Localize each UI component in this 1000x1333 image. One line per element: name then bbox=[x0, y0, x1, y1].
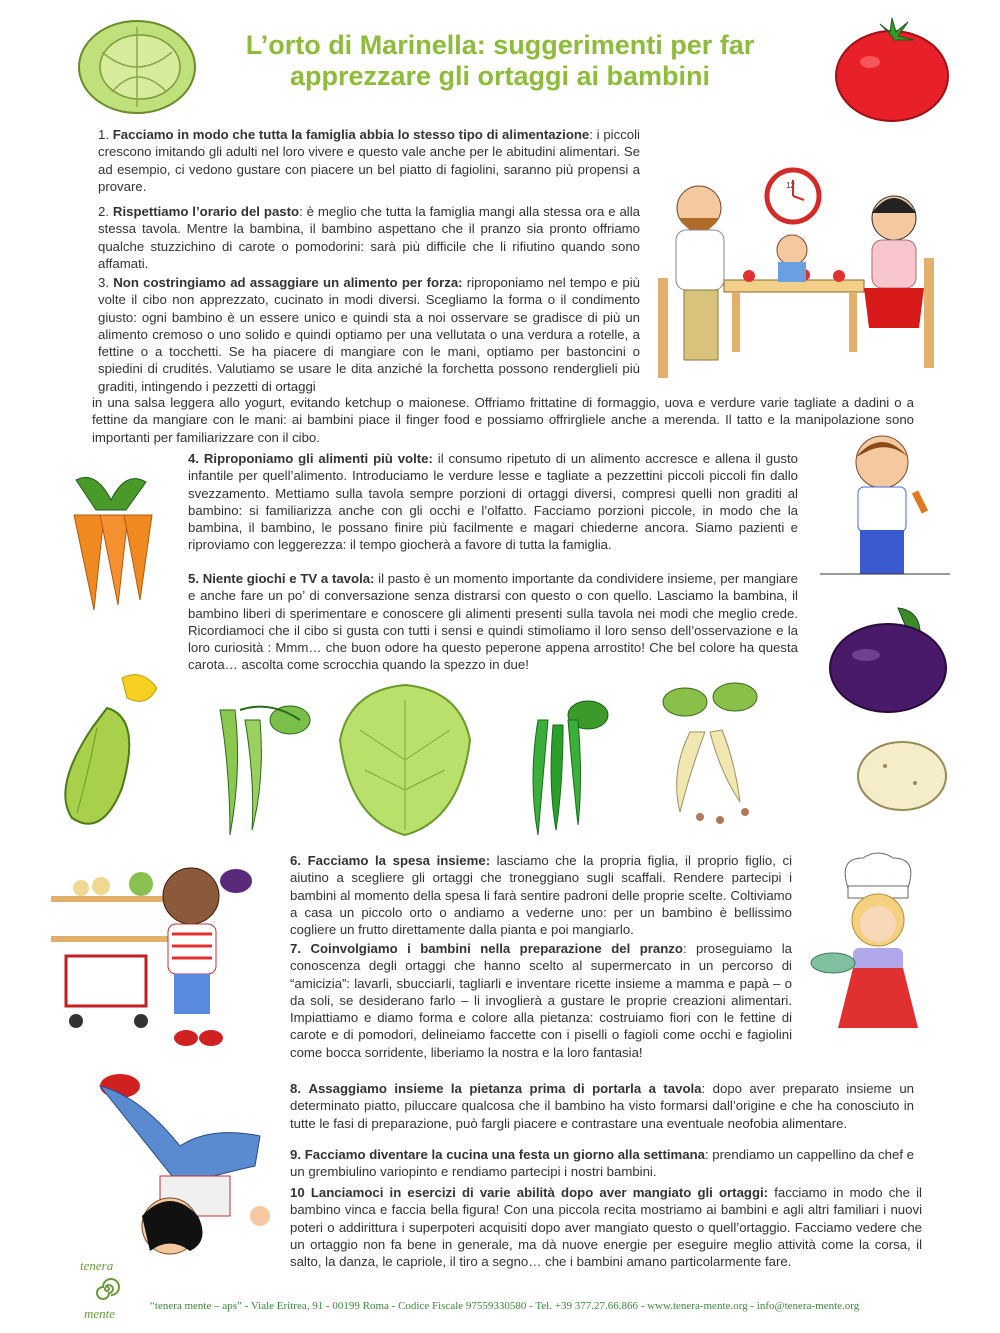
logo-line2: mente bbox=[84, 1306, 116, 1321]
family-table-illustration bbox=[654, 168, 944, 383]
logo-line1: tenera bbox=[80, 1258, 114, 1273]
tip-6: 6. Facciamo la spesa insieme: lasciamo che la propria figlia, il proprio figlio, ci aiutino a scegliere gli ortaggi che troneggiano sugli scaffali. Rendere partecipi i bambini al momento della spesa li farà sentire padroni delle proprie scelte. Coltiviamo a casa un piccolo orto o andiamo a vederne uno: per un bambino è bellissimo cogliere un frutto direttamente dalla pianta e poi mangiarlo. bbox=[290, 853, 792, 938]
tip-7: 7. Coinvolgiamo i bambini nella preparazione del pranzo: proseguiamo la conoscenza degli ortaggi che hanno scelto al supermercato in un percorso di “amicizia”: lavarli, sbucciarli, tagliarli e inventare ricette insieme a mamma e papà – o da soli, se desiderano farlo – li invoglierà a gustare le proprie creazioni alimentari. Impiattiamo e diamo forma e colore alla pietanza: costruiamo fiori con le fettine di carote e di pomodori, delineiamo faccette con i piselli o fagioli come occhi e fagiolini come bocca sorridente, liberiamo la nostra e la loro fantasia! bbox=[290, 941, 792, 1060]
tip-9: 9. Facciamo diventare la cucina una festa un giorno alla settimana: prendiamo un cappellino da chef e un grembiulino variopinto e rendiamo partecipi i nostri bambini. bbox=[290, 1147, 914, 1180]
tomato-icon bbox=[832, 14, 952, 124]
tenera-mente-logo bbox=[80, 1258, 136, 1326]
girl-somersault-illustration bbox=[60, 1066, 275, 1261]
carrots-icon bbox=[56, 470, 166, 610]
tip-1: 1. Facciamo in modo che tutta la famiglia abbia lo stesso tipo di alimentazione: i piccoli crescono imitando gli adulti nel loro vivere e questo vale anche per le abitudini alimentari. Se ad esempio, ci vedono gustare con piacere un bel piatto di fagiolini, saranno più propensi a provare. bbox=[98, 127, 640, 194]
tip-3-continued: in una salsa leggera allo yogurt, evitando ketchup o maionese. Offriamo frittatine di formaggio, uova e verdure varie tagliate a dadini o a fettine da mangiare con le mani: ai bambini piace il finger food e possiamo offrirgliele anche a merenda. Il tatto e la manipolazione sono importanti per familiarizzare con il cibo. bbox=[92, 395, 914, 445]
chef-girl-illustration bbox=[808, 848, 953, 1038]
potato-icon bbox=[855, 738, 950, 813]
borlotti-beans-icon bbox=[650, 672, 770, 827]
footer-contact: “tenera mente – aps” - Viale Eritrea, 91 - 00199 Roma - Codice Fiscale 97559330580 - Tel. +39 377.27.66.866 - www.tenera-mente.org - info@tenera-mente.org bbox=[150, 1300, 860, 1312]
spiral-icon bbox=[92, 1274, 122, 1304]
cabbage-icon bbox=[72, 12, 202, 117]
tip-4: 4. Riproponiamo gli alimenti più volte: il consumo ripetuto di un alimento accresce e allena il gusto infantile per quell’alimento. Introduciamo le verdure lesse e tagliate a pezzettini piccoli piccoli fin dallo svezzamento. Mettiamo sulla tavola sempre porzioni di ortaggi diversi, compresi quelli non graditi al bambino: si familiarizza anche con gli occhi e l’olfatto. Facciamo porzioni piccole, in modo che la bambina, il bambino, le possano finire più facilmente e magari chiederne ancora. Siamo pazienti e riproviamo con leggerezza: il tempo giocherà a favore di tutta la famiglia. bbox=[188, 451, 798, 553]
tip-8: 8. Assaggiamo insieme la pietanza prima di portarla a tavola: dopo aver preparato insieme un determinato piatto, piluccare qualcosa che il bambino ha visto formarsi dall’origine e che ha conosciuto in tutte le fasi di preparazione, può fargli piacere e contrastare una eventuale neofobia alimentare. bbox=[290, 1081, 914, 1131]
green-beans-icon bbox=[508, 690, 618, 840]
girl-shopping-illustration bbox=[46, 856, 276, 1056]
clock-numeral: 12 bbox=[786, 181, 795, 190]
lettuce-icon bbox=[330, 680, 480, 840]
zucchini-icon bbox=[52, 668, 177, 838]
tip-5: 5. Niente giochi e TV a tavola: il pasto è un momento importante da condividere insieme, per mangiare e anche fare un po’ di conversazione senza distrarsi con questo o con quello. Lasciamo la bambina, il bambino liberi di sperimentare e conoscere gli alimenti presenti sulla tavola nei modi che meglio crede. Ricordiamoci che il cibo si gusta con tutti i sensi e quindi stimoliamo il loro senso dell’osservazione e la loro curiosità : Mmm… che buon odore ha questo peperone appena arrostito! Che bel colore ha questa carota… ascolta come scrocchia quando la spezzo in due! bbox=[188, 571, 798, 673]
page-title: L’orto di Marinella: suggerimenti per far apprezzare gli ortaggi ai bambini bbox=[245, 30, 755, 91]
tip-3: 3. Non costringiamo ad assaggiare un alimento per forza: riproponiamo nel tempo e più volte il cibo non apprezzato, cucinato in modi diversi. Scegliamo la forma o il condimento giusto: ogni bambino è un essere unico e quindi sta a noi osservare se gradisce di più un alimento cremoso o uno solido e quindi optiamo per una vellutata o una verdura a rotelle, a fettine o a tocchetti. Se ha piacere di mangiare con le mani, optiamo per bastoncini o spiedini di crudités. Valutiamo se usare le dita anziché la forchetta possono renderglieli più graditi, intingendo i pezzetti di ortaggi bbox=[98, 275, 640, 394]
eggplant-icon bbox=[828, 600, 953, 720]
tip-2: 2. Rispettiamo l’orario del pasto: è meglio che tutta la famiglia mangi alla stessa ora e alla stessa tavola. Mentre la bambina, il bambino aspettano che il pranzo sia pronto offriamo qualche stuzzichino di carote o pomodorini: sarà più difficile che li rifiutino quando sono affamati. bbox=[98, 204, 640, 271]
boy-eating-carrot-illustration bbox=[820, 432, 950, 582]
peas-icon bbox=[190, 690, 320, 840]
tip-10: 10 Lanciamoci in esercizi di varie abilità dopo aver mangiato gli ortaggi: facciamo in modo che il bambino vinca e faccia bella figura! Con una piccola recita mostriamo ai bambini e agli altri familiari i nuovi poteri o addirittura i superpoteri acquisiti dopo aver mangiato questo o quell’ortaggio. Facciamo vedere che un ortaggio non fa bene in generale, ma dà nuove energie per eseguire meglio attività come la corsa, il salto, la danza, le capriole, il tiro a segno… che i bambini amano particolarmente fare. bbox=[290, 1185, 922, 1270]
